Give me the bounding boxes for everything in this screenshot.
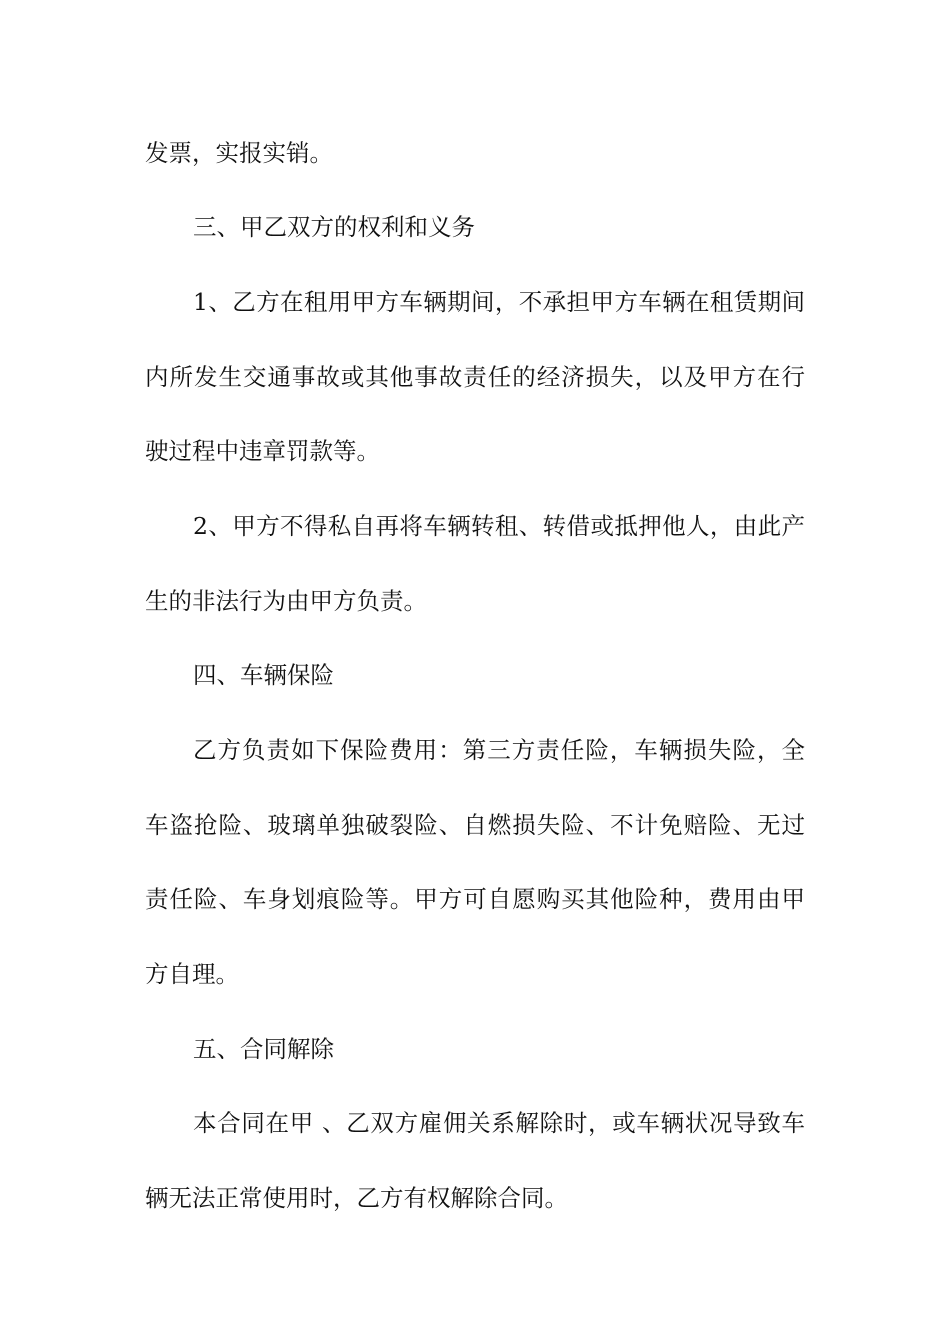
paragraph-line: 1、乙方在租用甲方车辆期间，不承担甲方车辆在租赁期间 <box>193 288 805 316</box>
paragraph-line: 驶过程中违章罚款等。 <box>145 437 380 465</box>
paragraph-line: 内所发生交通事故或其他事故责任的经济损失，以及甲方在行 <box>145 363 805 391</box>
section-heading: 四、车辆保险 <box>193 661 334 689</box>
paragraph-line: 本合同在甲 、乙双方雇佣关系解除时，或车辆状况导致车 <box>193 1109 805 1137</box>
paragraph-line: 辆无法正常使用时，乙方有权解除合同。 <box>145 1184 568 1212</box>
paragraph-line: 生的非法行为由甲方负责。 <box>145 587 427 615</box>
paragraph-line: 2、甲方不得私自再将车辆转租、转借或抵押他人，由此产 <box>193 512 805 540</box>
section-heading: 三、甲乙双方的权利和义务 <box>193 213 475 241</box>
paragraph-line: 乙方负责如下保险费用：第三方责任险，车辆损失险，全 <box>193 736 805 764</box>
paragraph-line: 车盗抢险、玻璃单独破裂险、自燃损失险、不计免赔险、无过 <box>145 811 805 839</box>
paragraph-line: 方自理。 <box>145 960 239 988</box>
section-heading: 五、合同解除 <box>193 1035 334 1063</box>
paragraph-line: 发票，实报实销。 <box>145 139 333 167</box>
paragraph-line: 责任险、车身划痕险等。甲方可自愿购买其他险种，费用由甲 <box>145 885 805 913</box>
